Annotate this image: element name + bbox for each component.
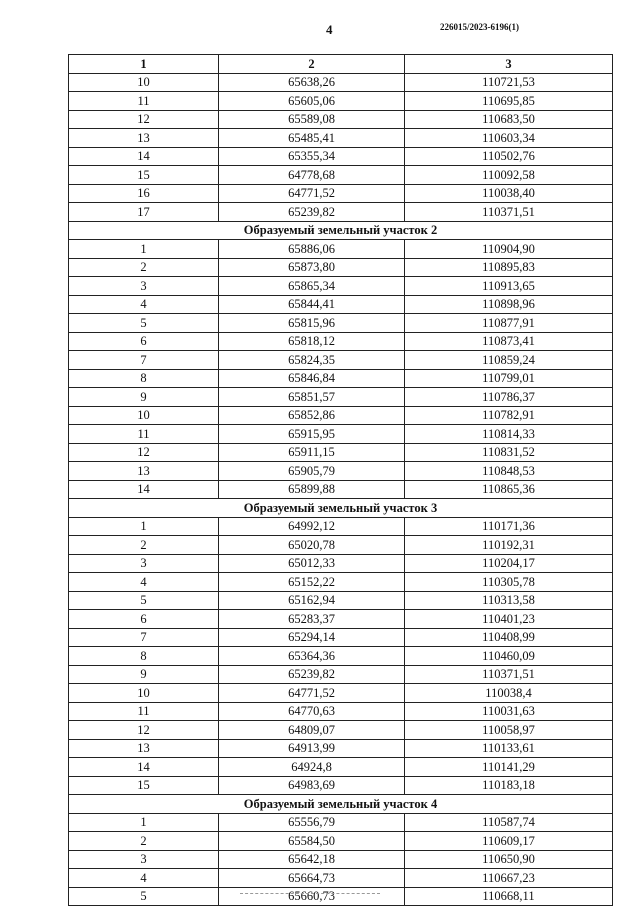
x-coordinate-cell: 65911,15	[219, 443, 405, 462]
table-row	[69, 351, 613, 370]
y-coordinate-cell: 110371,51	[405, 203, 613, 222]
y-coordinate-cell: 110668,11	[405, 887, 613, 906]
x-coordinate-cell: 65886,06	[219, 240, 405, 259]
y-coordinate-cell: 110038,40	[405, 184, 613, 203]
x-coordinate-cell: 65899,88	[219, 480, 405, 499]
point-number-cell: 9	[69, 665, 219, 684]
y-coordinate-cell: 110460,09	[405, 647, 613, 666]
x-coordinate-cell: 65239,82	[219, 203, 405, 222]
x-coordinate-cell: 65364,36	[219, 647, 405, 666]
section-row	[69, 221, 613, 240]
y-coordinate-cell: 110895,83	[405, 258, 613, 277]
y-coordinate-cell: 110141,29	[405, 758, 613, 777]
point-number-cell: 4	[69, 573, 219, 592]
table-row	[69, 684, 613, 703]
x-coordinate-cell: 65846,84	[219, 369, 405, 388]
point-number-cell: 12	[69, 110, 219, 129]
point-number-cell: 2	[69, 536, 219, 555]
x-coordinate-cell: 65283,37	[219, 610, 405, 629]
table-row	[69, 425, 613, 444]
section-row	[69, 795, 613, 814]
table-row	[69, 462, 613, 481]
table-row	[69, 480, 613, 499]
table-row	[69, 388, 613, 407]
y-coordinate-cell: 110038,4	[405, 684, 613, 703]
y-coordinate-cell: 110092,58	[405, 166, 613, 185]
x-coordinate-cell: 64778,68	[219, 166, 405, 185]
point-number-cell: 5	[69, 887, 219, 906]
y-coordinate-cell: 110695,85	[405, 92, 613, 111]
table-row	[69, 129, 613, 148]
x-coordinate-cell: 65915,95	[219, 425, 405, 444]
x-coordinate-cell: 64913,99	[219, 739, 405, 758]
y-coordinate-cell: 110609,17	[405, 832, 613, 851]
table-row	[69, 92, 613, 111]
table-row	[69, 887, 613, 906]
table-row	[69, 591, 613, 610]
point-number-cell: 15	[69, 166, 219, 185]
point-number-cell: 12	[69, 443, 219, 462]
y-coordinate-cell: 110873,41	[405, 332, 613, 351]
x-coordinate-cell: 64771,52	[219, 184, 405, 203]
x-coordinate-cell: 65012,33	[219, 554, 405, 573]
y-coordinate-cell: 110831,52	[405, 443, 613, 462]
section-row	[69, 499, 613, 518]
point-number-cell: 5	[69, 314, 219, 333]
x-coordinate-cell: 65873,80	[219, 258, 405, 277]
y-coordinate-cell: 110650,90	[405, 850, 613, 869]
y-coordinate-cell: 110408,99	[405, 628, 613, 647]
page-number: 4	[326, 22, 333, 37]
x-coordinate-cell: 64924,8	[219, 758, 405, 777]
column-header-y: 3	[405, 55, 613, 74]
table-row	[69, 850, 613, 869]
x-coordinate-cell: 65852,86	[219, 406, 405, 425]
table-row	[69, 73, 613, 92]
y-coordinate-cell: 110171,36	[405, 517, 613, 536]
y-coordinate-cell: 110183,18	[405, 776, 613, 795]
point-number-cell: 1	[69, 240, 219, 259]
x-coordinate-cell: 65605,06	[219, 92, 405, 111]
x-coordinate-cell: 64771,52	[219, 684, 405, 703]
point-number-cell: 7	[69, 628, 219, 647]
table-row	[69, 332, 613, 351]
x-coordinate-cell: 65589,08	[219, 110, 405, 129]
point-number-cell: 11	[69, 425, 219, 444]
table-row	[69, 443, 613, 462]
x-coordinate-cell: 64809,07	[219, 721, 405, 740]
table-row	[69, 832, 613, 851]
y-coordinate-cell: 110502,76	[405, 147, 613, 166]
x-coordinate-cell: 64992,12	[219, 517, 405, 536]
column-header-point: 1	[69, 55, 219, 74]
y-coordinate-cell: 110371,51	[405, 665, 613, 684]
y-coordinate-cell: 110313,58	[405, 591, 613, 610]
point-number-cell: 6	[69, 610, 219, 629]
x-coordinate-cell: 65152,22	[219, 573, 405, 592]
table-row	[69, 702, 613, 721]
table-row	[69, 610, 613, 629]
y-coordinate-cell: 110904,90	[405, 240, 613, 259]
table-row	[69, 295, 613, 314]
table-row	[69, 240, 613, 259]
x-coordinate-cell: 65815,96	[219, 314, 405, 333]
coordinates-table	[68, 54, 613, 906]
y-coordinate-cell: 110587,74	[405, 813, 613, 832]
y-coordinate-cell: 110031,63	[405, 702, 613, 721]
point-number-cell: 13	[69, 129, 219, 148]
point-number-cell: 13	[69, 739, 219, 758]
x-coordinate-cell: 65020,78	[219, 536, 405, 555]
y-coordinate-cell: 110898,96	[405, 295, 613, 314]
point-number-cell: 15	[69, 776, 219, 795]
y-coordinate-cell: 110683,50	[405, 110, 613, 129]
table-row	[69, 665, 613, 684]
footer-divider	[240, 893, 380, 894]
point-number-cell: 9	[69, 388, 219, 407]
table-row	[69, 536, 613, 555]
x-coordinate-cell: 65851,57	[219, 388, 405, 407]
x-coordinate-cell: 65865,34	[219, 277, 405, 296]
point-number-cell: 10	[69, 684, 219, 703]
y-coordinate-cell: 110603,34	[405, 129, 613, 148]
x-coordinate-cell: 64770,63	[219, 702, 405, 721]
y-coordinate-cell: 110782,91	[405, 406, 613, 425]
table-row	[69, 573, 613, 592]
table-row	[69, 869, 613, 888]
table-row	[69, 758, 613, 777]
table-row	[69, 517, 613, 536]
y-coordinate-cell: 110814,33	[405, 425, 613, 444]
point-number-cell: 13	[69, 462, 219, 481]
point-number-cell: 7	[69, 351, 219, 370]
x-coordinate-cell: 65294,14	[219, 628, 405, 647]
point-number-cell: 1	[69, 813, 219, 832]
document-reference: 226015/2023-6196(1)	[440, 22, 519, 32]
y-coordinate-cell: 110204,17	[405, 554, 613, 573]
section-title: Образуемый земельный участок 4	[69, 795, 613, 814]
point-number-cell: 4	[69, 295, 219, 314]
x-coordinate-cell: 65162,94	[219, 591, 405, 610]
point-number-cell: 10	[69, 73, 219, 92]
point-number-cell: 3	[69, 850, 219, 869]
point-number-cell: 2	[69, 258, 219, 277]
point-number-cell: 2	[69, 832, 219, 851]
table-row	[69, 314, 613, 333]
table-row	[69, 277, 613, 296]
table-row	[69, 554, 613, 573]
table-row	[69, 813, 613, 832]
table-row	[69, 406, 613, 425]
point-number-cell: 17	[69, 203, 219, 222]
y-coordinate-cell: 110192,31	[405, 536, 613, 555]
x-coordinate-cell: 65584,50	[219, 832, 405, 851]
point-number-cell: 1	[69, 517, 219, 536]
point-number-cell: 14	[69, 147, 219, 166]
section-title: Образуемый земельный участок 3	[69, 499, 613, 518]
x-coordinate-cell: 65824,35	[219, 351, 405, 370]
y-coordinate-cell: 110786,37	[405, 388, 613, 407]
table-row	[69, 628, 613, 647]
point-number-cell: 12	[69, 721, 219, 740]
x-coordinate-cell: 65664,73	[219, 869, 405, 888]
table-row	[69, 203, 613, 222]
y-coordinate-cell: 110859,24	[405, 351, 613, 370]
table-row	[69, 147, 613, 166]
table-row	[69, 721, 613, 740]
x-coordinate-cell: 65239,82	[219, 665, 405, 684]
table-row	[69, 776, 613, 795]
y-coordinate-cell: 110058,97	[405, 721, 613, 740]
y-coordinate-cell: 110133,61	[405, 739, 613, 758]
table-row	[69, 369, 613, 388]
table-row	[69, 258, 613, 277]
point-number-cell: 14	[69, 758, 219, 777]
y-coordinate-cell: 110799,01	[405, 369, 613, 388]
x-coordinate-cell: 65485,41	[219, 129, 405, 148]
x-coordinate-cell: 65844,41	[219, 295, 405, 314]
point-number-cell: 10	[69, 406, 219, 425]
x-coordinate-cell: 65556,79	[219, 813, 405, 832]
table-row	[69, 739, 613, 758]
y-coordinate-cell: 110305,78	[405, 573, 613, 592]
table-row	[69, 184, 613, 203]
x-coordinate-cell: 65818,12	[219, 332, 405, 351]
y-coordinate-cell: 110913,65	[405, 277, 613, 296]
point-number-cell: 6	[69, 332, 219, 351]
point-number-cell: 4	[69, 869, 219, 888]
point-number-cell: 5	[69, 591, 219, 610]
table-header-row	[69, 55, 613, 74]
x-coordinate-cell: 64983,69	[219, 776, 405, 795]
column-header-x: 2	[219, 55, 405, 74]
x-coordinate-cell: 65355,34	[219, 147, 405, 166]
x-coordinate-cell: 65660,73	[219, 887, 405, 906]
point-number-cell: 3	[69, 277, 219, 296]
x-coordinate-cell: 65905,79	[219, 462, 405, 481]
point-number-cell: 11	[69, 702, 219, 721]
y-coordinate-cell: 110865,36	[405, 480, 613, 499]
point-number-cell: 3	[69, 554, 219, 573]
y-coordinate-cell: 110877,91	[405, 314, 613, 333]
point-number-cell: 8	[69, 369, 219, 388]
x-coordinate-cell: 65638,26	[219, 73, 405, 92]
y-coordinate-cell: 110667,23	[405, 869, 613, 888]
point-number-cell: 8	[69, 647, 219, 666]
point-number-cell: 11	[69, 92, 219, 111]
y-coordinate-cell: 110848,53	[405, 462, 613, 481]
table-body	[69, 73, 613, 906]
y-coordinate-cell: 110401,23	[405, 610, 613, 629]
table-row	[69, 647, 613, 666]
table-row	[69, 110, 613, 129]
point-number-cell: 14	[69, 480, 219, 499]
x-coordinate-cell: 65642,18	[219, 850, 405, 869]
y-coordinate-cell: 110721,53	[405, 73, 613, 92]
point-number-cell: 16	[69, 184, 219, 203]
section-title: Образуемый земельный участок 2	[69, 221, 613, 240]
table-row	[69, 166, 613, 185]
